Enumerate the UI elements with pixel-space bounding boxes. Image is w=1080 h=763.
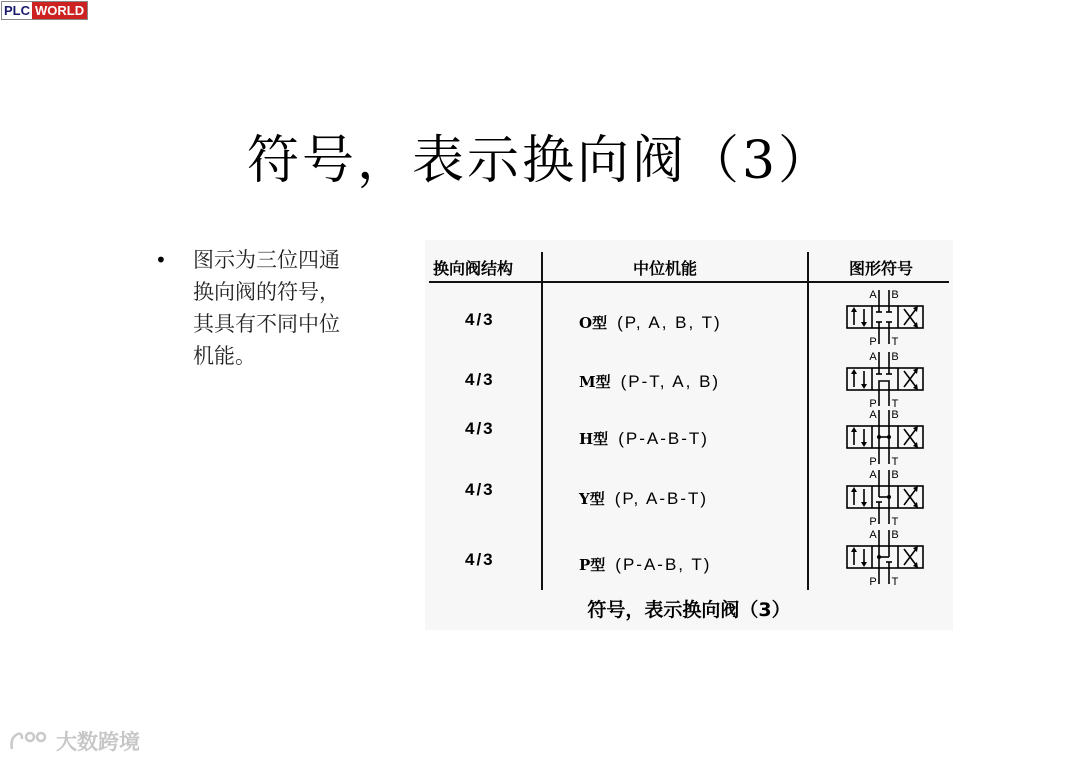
svg-text:T: T (891, 576, 899, 586)
row-function (579, 371, 720, 392)
column-divider (541, 252, 543, 590)
figure-caption: 符号，表示换向阀（3） (587, 599, 791, 621)
svg-text:A: A (869, 409, 877, 421)
bullet-point (155, 244, 365, 372)
row-function (579, 488, 708, 509)
row-type: Y型 (579, 490, 605, 508)
watermark-text: 大数跨境 (56, 730, 140, 754)
row-type: H型 (579, 430, 609, 448)
bullet-text: 图示为三位四通换向阀的符号，其具有不同中位机能。 (193, 248, 340, 368)
svg-text:P: P (869, 516, 877, 526)
svg-text:P: P (869, 576, 877, 586)
svg-text:A: A (869, 351, 877, 363)
header-divider (429, 281, 949, 283)
svg-text:A: A (869, 469, 877, 481)
row-function (579, 312, 722, 333)
svg-text:B: B (891, 409, 899, 421)
svg-text:T: T (891, 456, 899, 466)
header-function: 中位机能 (633, 259, 698, 278)
valve-symbol-y (843, 468, 927, 526)
valve-symbol-o (843, 288, 927, 346)
row-structure: 4/3 (465, 370, 495, 389)
row-structure: 4/3 (465, 480, 495, 499)
row-function-text: (P-T, A, B) (620, 372, 721, 391)
svg-text:B: B (891, 529, 899, 541)
svg-text:T: T (891, 336, 899, 346)
svg-text:P: P (869, 398, 877, 408)
svg-text:A: A (869, 289, 877, 301)
svg-text:A: A (869, 529, 877, 541)
svg-text:P: P (869, 456, 877, 466)
logo-text-plc: PLC (4, 3, 30, 18)
valve-symbol-h (843, 408, 927, 466)
row-function-text: (P-A-B-T) (618, 429, 709, 448)
svg-text:B: B (891, 351, 899, 363)
row-function-text: (P-A-B, T) (615, 555, 712, 574)
logo-text-world: WORLD (32, 2, 87, 19)
svg-text:T: T (891, 398, 899, 408)
column-divider (807, 252, 809, 590)
row-structure: 4/3 (465, 419, 495, 438)
header-symbol: 图形符号 (849, 259, 914, 278)
bullet-dot: • (155, 248, 167, 272)
valve-table-figure (425, 240, 953, 630)
slide-title: 符号，表示换向阀（3） (246, 131, 834, 191)
row-type: M型 (579, 373, 611, 391)
row-structure: 4/3 (465, 550, 495, 569)
row-function-text: (P, A-B-T) (614, 489, 709, 508)
valve-symbol-p (843, 528, 927, 586)
svg-text:P: P (869, 336, 877, 346)
row-type: O型 (579, 314, 608, 332)
row-function (579, 428, 709, 449)
valve-symbol-m (843, 350, 927, 408)
plc-world-logo (1, 1, 88, 20)
svg-text:T: T (891, 516, 899, 526)
svg-text:B: B (891, 289, 899, 301)
header-structure: 换向阀结构 (433, 259, 514, 278)
watermark-logo-icon (8, 729, 52, 753)
svg-text:B: B (891, 469, 899, 481)
row-structure: 4/3 (465, 310, 495, 329)
row-function (579, 554, 711, 575)
watermark (8, 726, 140, 756)
row-type: P型 (579, 556, 606, 574)
row-function-text: (P, A, B, T) (617, 313, 722, 332)
